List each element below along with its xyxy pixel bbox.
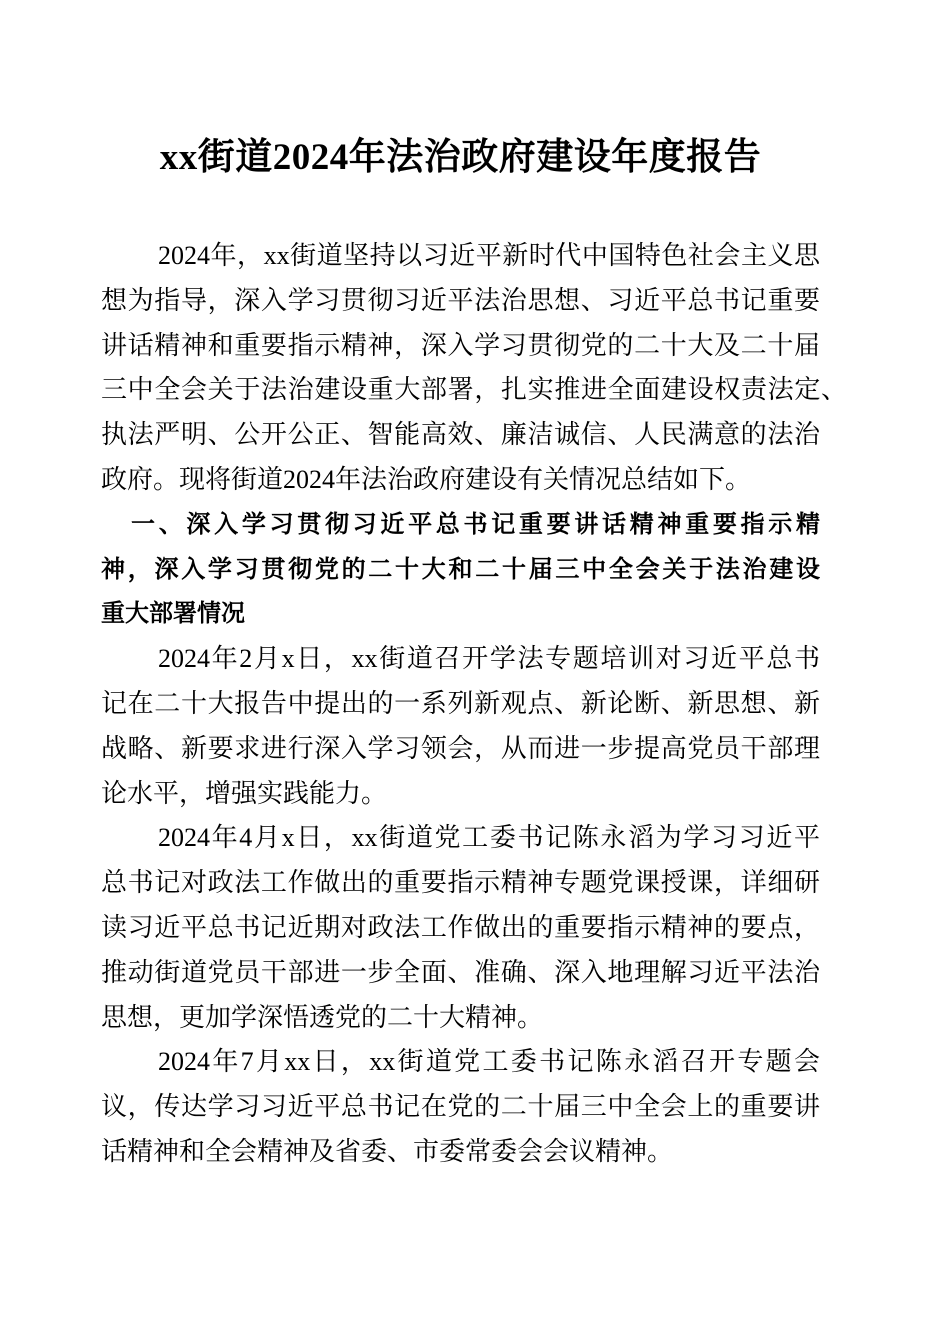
text-line: 2024年7月xx日，xx街道党工委书记陈永滔召开专题会 [158,1047,820,1077]
paragraph-july-meeting [101,1040,950,1174]
text-line: 执法严明、公开公正、智能高效、廉洁诚信、人民满意的法治 [101,420,820,450]
text-line: 2024年4月x日，xx街道党工委书记陈永滔为学习习近平 [158,823,820,853]
text-line: 总书记对政法工作做出的重要指示精神专题党课授课，详细研 [101,868,820,898]
text-line: 讲话精神和重要指示精神，深入学习贯彻党的二十大及二十届 [101,330,820,360]
text-line: 推动街道党员干部进一步全面、准确、深入地理解习近平法治 [101,957,820,987]
heading-line: 重大部署情况 [101,600,245,628]
section-heading-1 [101,503,950,637]
paragraph-april-party-lecture [101,816,950,1040]
text-line: 思想，更加学深悟透党的二十大精神。 [101,1002,544,1032]
document-title: xx街道2024年法治政府建设年度报告 [159,137,762,178]
text-line: 议，传达学习习近平总书记在党的二十届三中全会上的重要讲 [101,1092,820,1122]
text-line: 话精神和全会精神及省委、市委常委会会议精神。 [101,1136,674,1166]
text-line: 战略、新要求进行深入学习领会，从而进一步提高党员干部理 [101,733,820,763]
text-line: 想为指导，深入学习贯彻习近平法治思想、习近平总书记重要 [101,285,820,315]
intro-paragraph [101,234,950,503]
text-line: 政府。现将街道2024年法治政府建设有关情况总结如下。 [101,464,752,494]
text-line: 读习近平总书记近期对政法工作做出的重要指示精神的要点， [101,912,820,942]
text-line: 2024年，xx街道坚持以习近平新时代中国特色社会主义思 [158,241,820,270]
text-line: 三中全会关于法治建设重大部署，扎实推进全面建设权责法定、 [101,375,847,405]
paragraph-february-training [101,637,950,816]
text-line: 记在二十大报告中提出的一系列新观点、新论断、新思想、新 [101,688,820,718]
heading-line: 神，深入学习贯彻党的二十大和二十届三中全会关于法治建设 [101,555,820,583]
heading-line: 一、深入学习贯彻习近平总书记重要讲话精神重要指示精 [131,510,820,538]
text-line: 论水平，增强实践能力。 [101,778,388,808]
text-line: 2024年2月x日，xx街道召开学法专题培训对习近平总书 [158,644,820,674]
